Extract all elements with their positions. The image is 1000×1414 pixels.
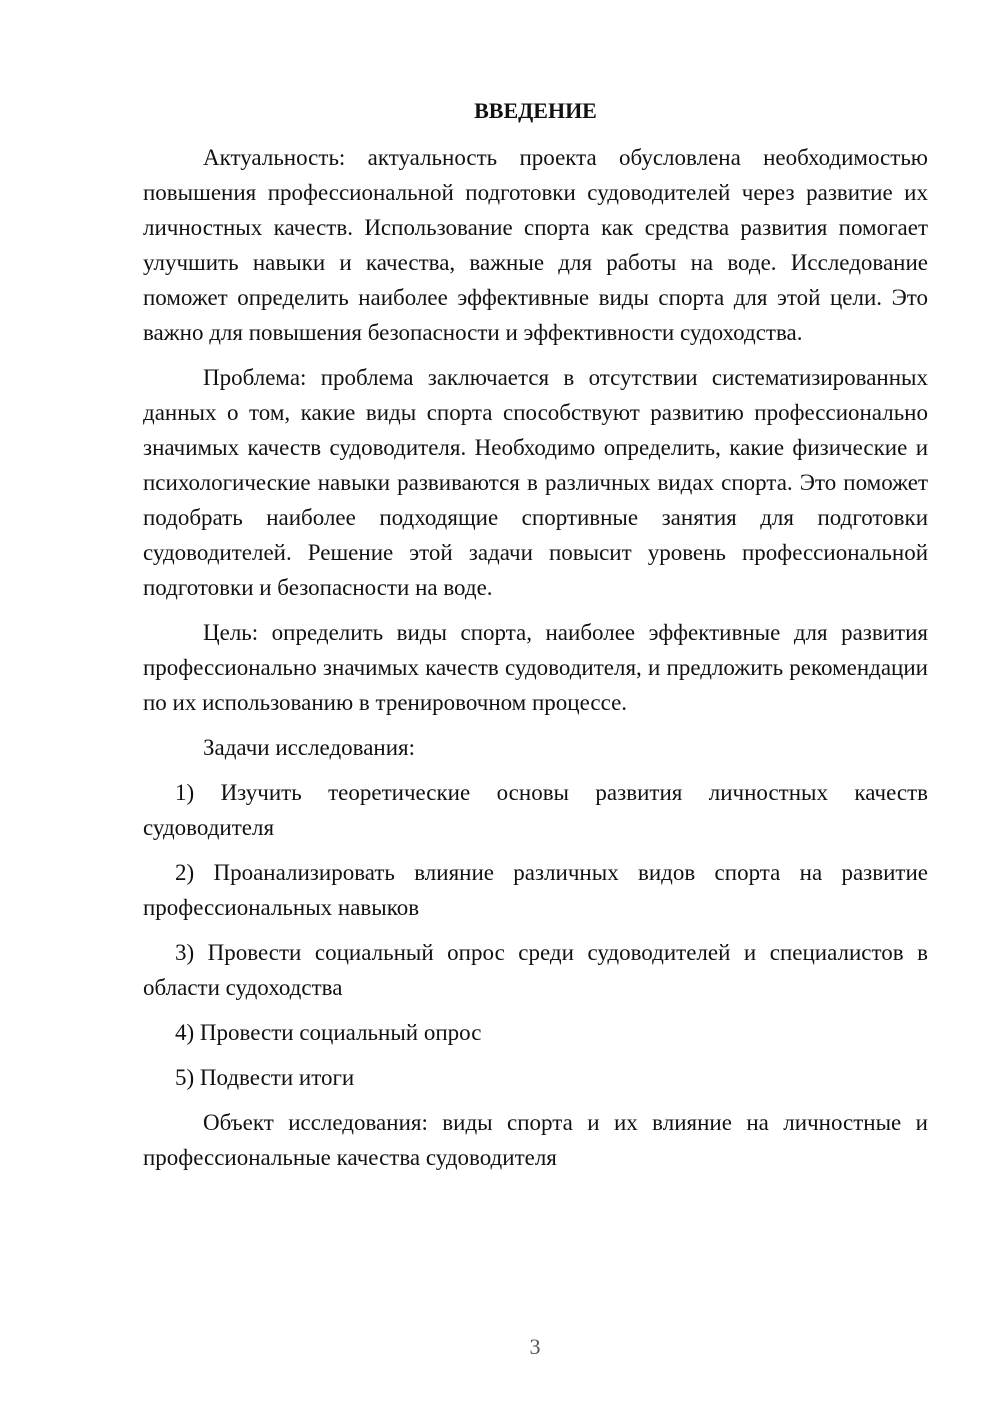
page-content: [143, 93, 928, 1185]
task-item: 4) Провести социальный опрос: [175, 1020, 482, 1045]
relevance-paragraph: Актуальность: актуальность проекта обусловлена необходимостью повышения профессиональной подготовки судоводителей через развитие их личностных качеств. Использование спорта как средства развития помогает улучшить навыки и качества, важные для работы на воде. Исследование поможет определить наиболее эффективные виды спорта для этой цели. Это важно для повышения безопасности и эффективности судоходства.: [143, 145, 928, 345]
task-item: 5) Подвести итоги: [175, 1065, 355, 1090]
goal-paragraph: Цель: определить виды спорта, наиболее эффективные для развития профессионально значимых качеств судоводителя, и предложить рекомендации по их использованию в тренировочном процессе.: [143, 620, 928, 715]
section-title: ВВЕДЕНИЕ: [474, 98, 597, 123]
problem-paragraph: Проблема: проблема заключается в отсутствии систематизированных данных о том, какие виды спорта способствуют развитию профессионально значимых качеств судоводителя. Необходимо определить, какие физические и психологические навыки развиваются в различных видах спорта. Это поможет подобрать наиболее подходящие спортивные занятия для подготовки судоводителей. Решение этой задачи повысит уровень профессиональной подготовки и безопасности на воде.: [143, 365, 928, 600]
task-item: 2) Проанализировать влияние различных видов спорта на развитие профессиональных навыков: [143, 860, 928, 920]
task-item: 3) Провести социальный опрос среди судоводителей и специалистов в области судоходства: [143, 940, 928, 1000]
object-paragraph: Объект исследования: виды спорта и их влияние на личностные и профессиональные качества судоводителя: [143, 1110, 928, 1170]
task-item: 1) Изучить теоретические основы развития личностных качеств судоводителя: [143, 780, 928, 840]
tasks-heading: Задачи исследования:: [203, 735, 416, 760]
page-number: 3: [529, 1334, 541, 1359]
